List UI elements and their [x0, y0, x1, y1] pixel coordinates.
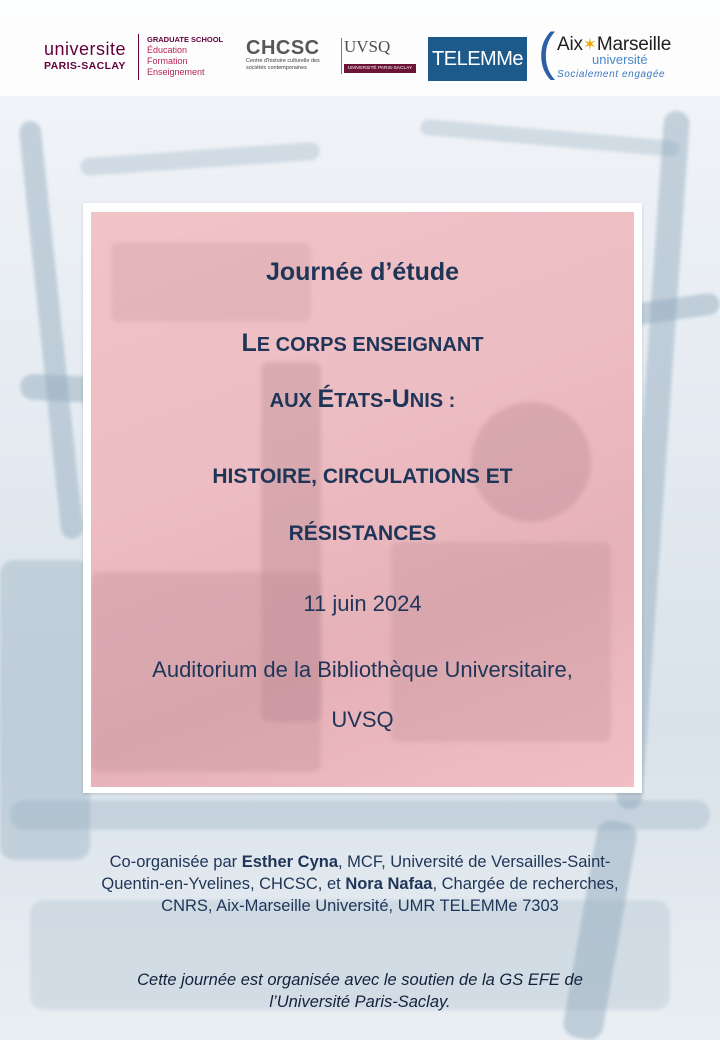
title-cap: L	[241, 329, 257, 357]
paris-saclay-logo-top: universite	[44, 39, 127, 59]
uvsq-title: UVSQ	[344, 37, 391, 56]
star-icon: ✶	[582, 35, 597, 54]
uvsq-bar: UNIVERSITÉ PARIS-SACLAY	[344, 64, 416, 73]
graduate-school-divider	[138, 34, 139, 80]
amu-name-left: Aix	[557, 34, 583, 55]
coorganisation-line-3: CNRS, Aix-Marseille Université, UMR TELEMMe 7303	[161, 897, 559, 915]
event-title-line-2	[91, 385, 634, 414]
logo-strip	[0, 0, 720, 96]
coorganisation-line-1	[40, 851, 680, 873]
coorganisation-line-2	[40, 873, 680, 895]
title-cap: U	[391, 385, 410, 413]
support-line-2: l’Université Paris-Saclay.	[269, 993, 451, 1011]
title-rest: E CORPS ENSEIGNANT	[256, 334, 484, 356]
chcsc-title: CHCSC	[246, 37, 320, 59]
graduate-school-line: Éducation	[147, 45, 188, 55]
event-date: 11 juin 2024	[303, 591, 422, 616]
coorg-text: , Chargée de recherches,	[432, 875, 619, 893]
event-subtitle-line-2: RÉSISTANCES	[288, 522, 437, 545]
graduate-school-logo	[147, 34, 223, 78]
organiser-name: Nora Nafaa	[345, 875, 433, 893]
coorg-text: Co-organisée par	[109, 853, 242, 871]
graduate-school-line: Enseignement	[147, 67, 205, 77]
chcsc-logo	[246, 38, 338, 72]
paris-saclay-logo-bottom: PARIS-SACLAY	[44, 60, 126, 72]
coorg-text: , MCF, Université de Versailles-Saint-	[338, 853, 611, 871]
aix-marseille-logo	[538, 23, 688, 82]
title-prefix: AUX	[269, 390, 318, 412]
amu-universite: université	[592, 52, 648, 67]
title-cap: É	[317, 385, 335, 413]
event-card-panel	[91, 212, 634, 787]
event-subtitle-line-1: HISTOIRE, CIRCULATIONS ET	[212, 465, 513, 488]
event-place-line-1: Auditorium de la Bibliothèque Universitaire,	[152, 657, 573, 682]
event-type: Journée d’étude	[265, 258, 460, 286]
graduate-school-line: Formation	[147, 56, 188, 66]
support-line-1: Cette journée est organisée avec le soutien de la GS EFE de	[137, 971, 583, 989]
title-rest: NIS :	[409, 390, 456, 412]
event-card	[83, 203, 642, 793]
amu-tagline: Socialement engagée	[557, 69, 666, 80]
support-text	[40, 969, 680, 1013]
chcsc-subtitle: Centre d'histoire culturelle des sociétés contemporaines	[246, 58, 320, 71]
event-title-line-1	[91, 329, 634, 358]
title-dash: -	[383, 385, 392, 413]
event-place-line-2: UVSQ	[331, 707, 394, 732]
uvsq-divider	[341, 38, 342, 74]
title-rest: TATS	[334, 390, 384, 412]
uvsq-logo	[344, 38, 416, 73]
coorg-text: Quentin-en-Yvelines, CHCSC, et	[101, 875, 346, 893]
amu-name-right: Marseille	[596, 34, 672, 55]
paris-saclay-logo	[44, 40, 126, 72]
amu-bracket-icon: (	[538, 23, 556, 81]
organiser-name: Esther Cyna	[241, 853, 339, 871]
coorganisation-text	[40, 851, 680, 917]
telemme-logo: TELEMMe	[428, 37, 527, 81]
graduate-school-title: GRADUATE SCHOOL	[147, 35, 224, 44]
